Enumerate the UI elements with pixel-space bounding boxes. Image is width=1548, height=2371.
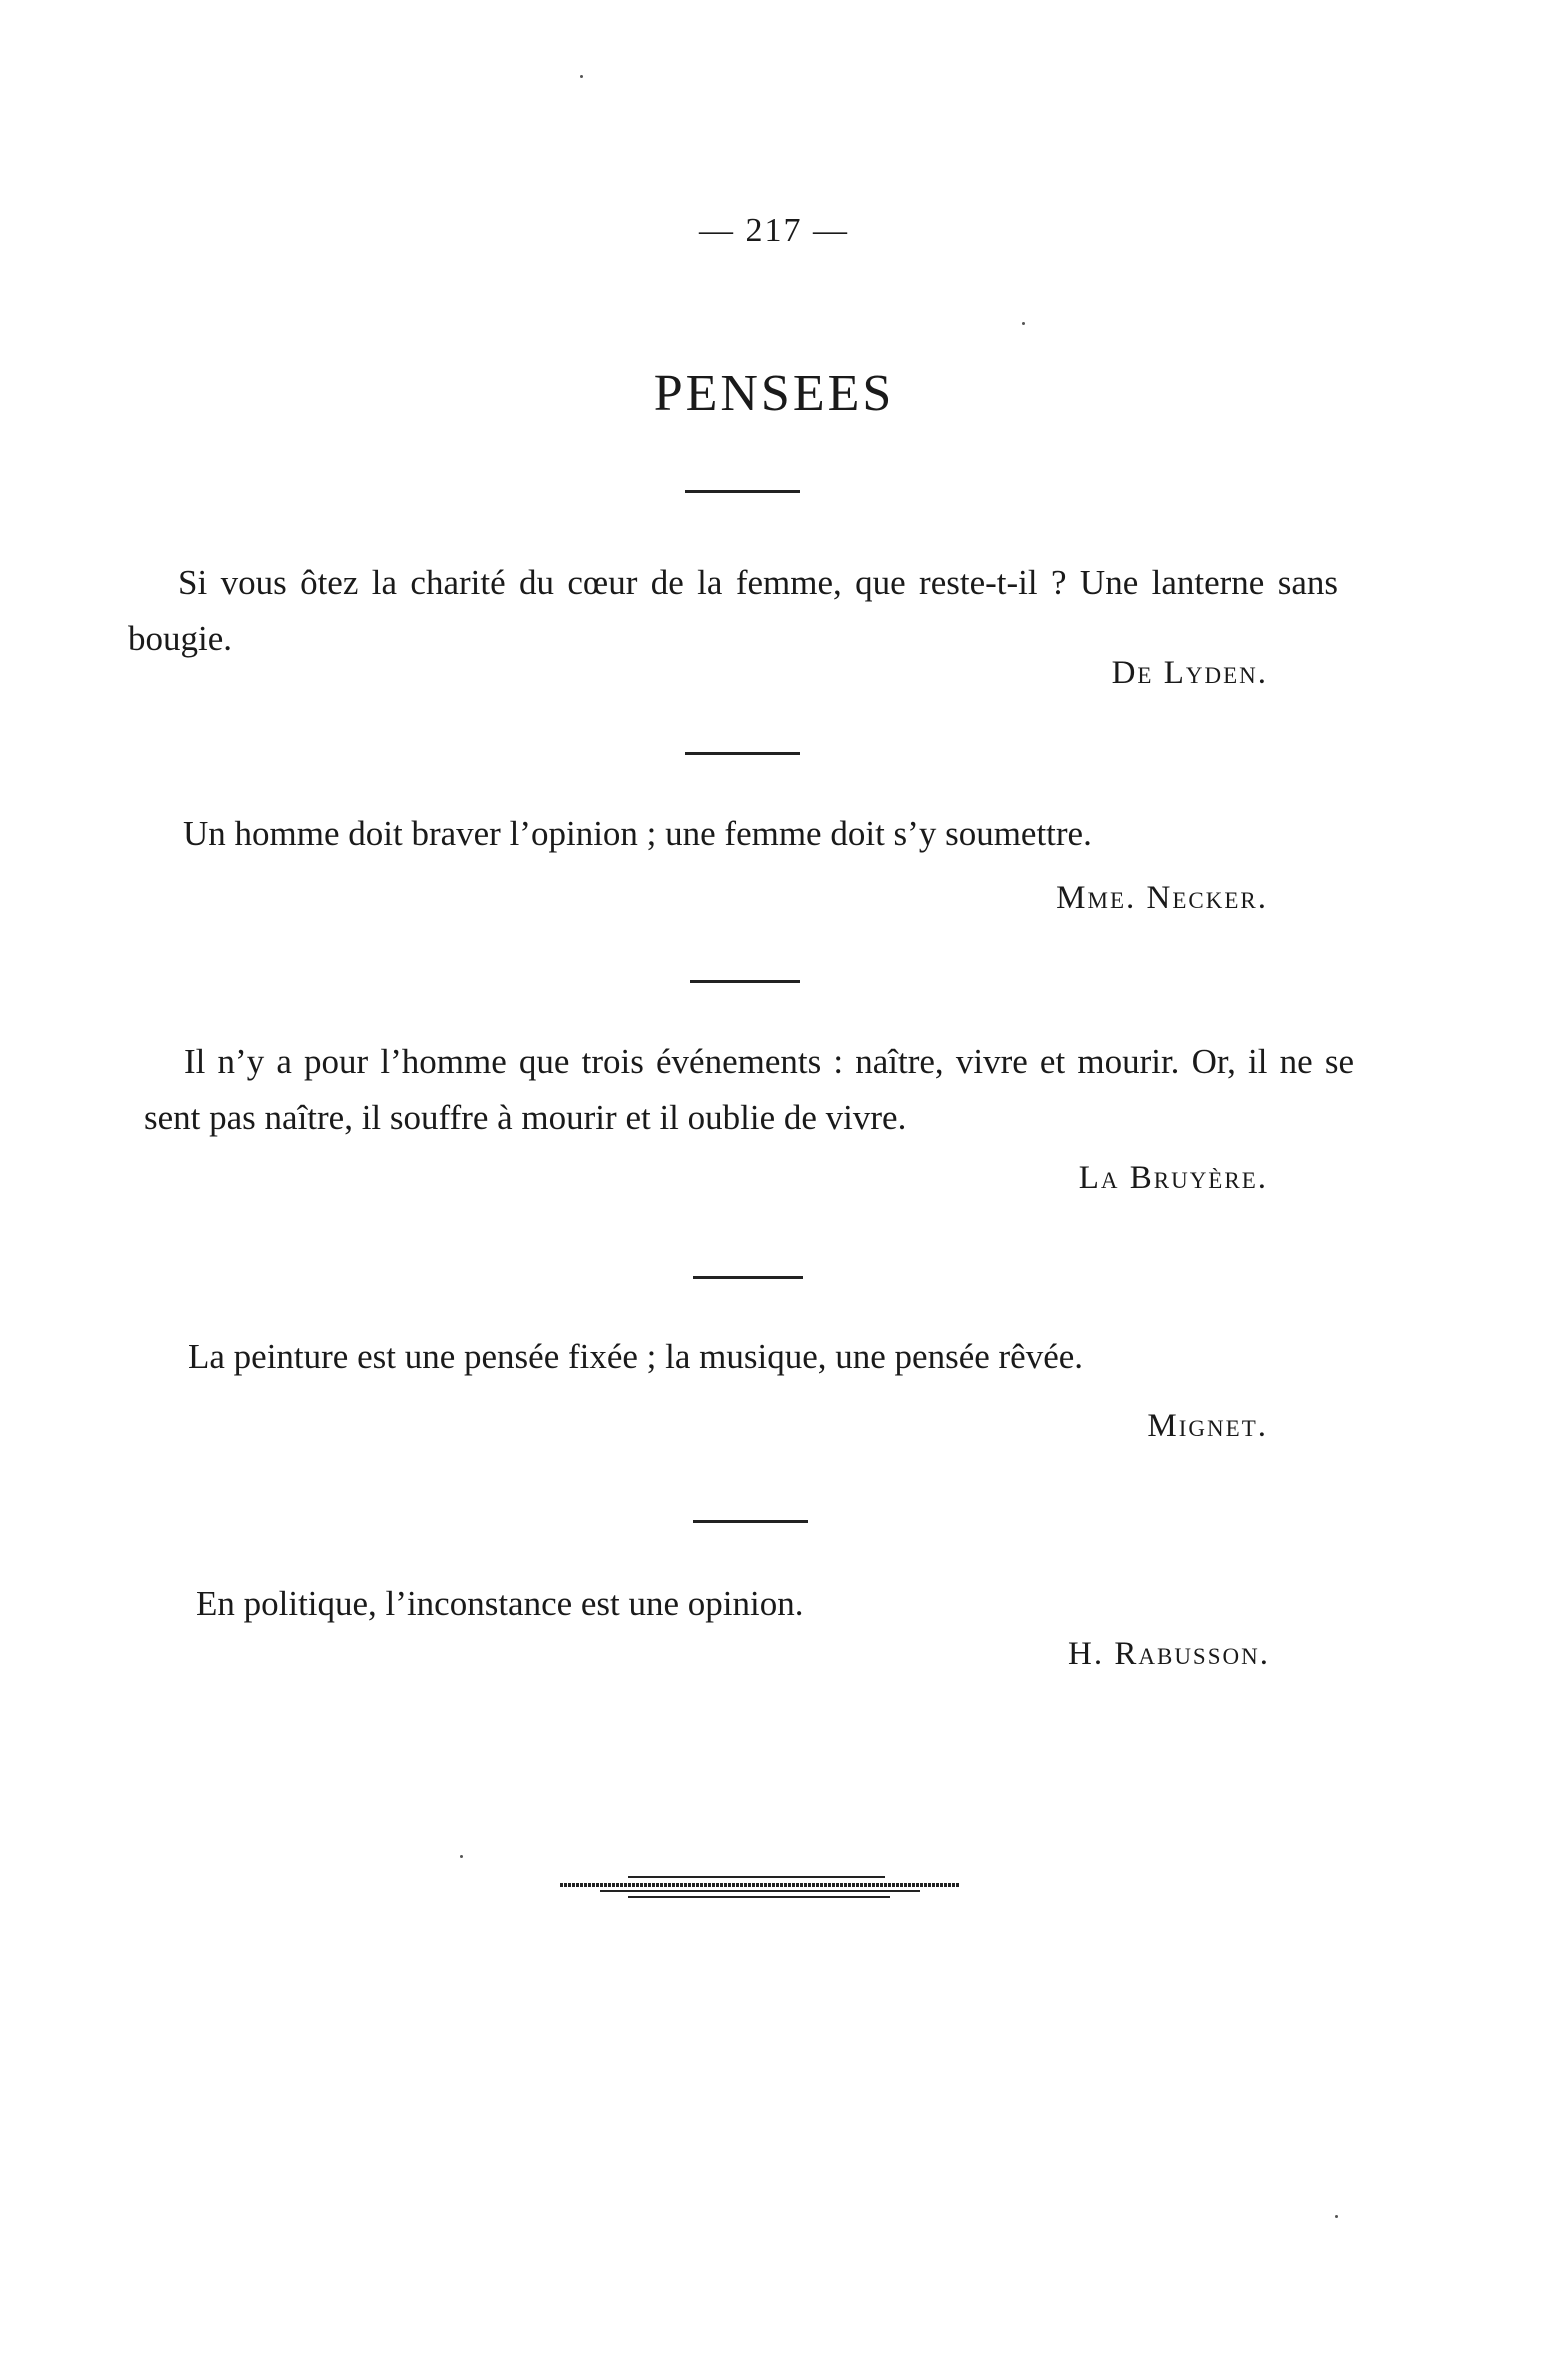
quote-author: H. Rabusson. (1068, 1636, 1270, 1672)
separator-rule (685, 490, 800, 493)
print-speck (1022, 322, 1025, 325)
quote-text: Un homme doit braver l’opinion ; une femme doit s’y soumettre. (183, 814, 1092, 853)
page-title: PENSEES (653, 365, 895, 422)
separator-rule (693, 1276, 803, 1279)
separator-rule (690, 980, 800, 983)
print-speck (1335, 2215, 1338, 2218)
quote-text: Si vous ôtez la charité du cœur de la femme, que reste-t-il ? Une lanterne sans bougie. (128, 563, 1338, 658)
quote-author: Mignet. (1147, 1408, 1268, 1444)
quote-author: Mme. Necker. (1056, 880, 1268, 916)
end-ornament (560, 1872, 960, 1902)
print-speck (580, 75, 583, 78)
separator-rule (685, 752, 800, 755)
page-number: — 217 — (699, 212, 849, 249)
print-speck (460, 1855, 463, 1858)
quote-author: La Bruyère. (1078, 1160, 1268, 1196)
quote-text: La peinture est une pensée fixée ; la musique, une pensée rêvée. (188, 1337, 1084, 1376)
quote-text: En politique, l’inconstance est une opinion. (196, 1584, 804, 1623)
separator-rule (693, 1520, 808, 1523)
quote-text: Il n’y a pour l’homme que trois événements : naître, vivre et mourir. Or, il ne se sent pas naître, il souffre à mourir et il oublie de vivre. (144, 1042, 1354, 1137)
quote-author: De Lyden. (1111, 655, 1268, 691)
